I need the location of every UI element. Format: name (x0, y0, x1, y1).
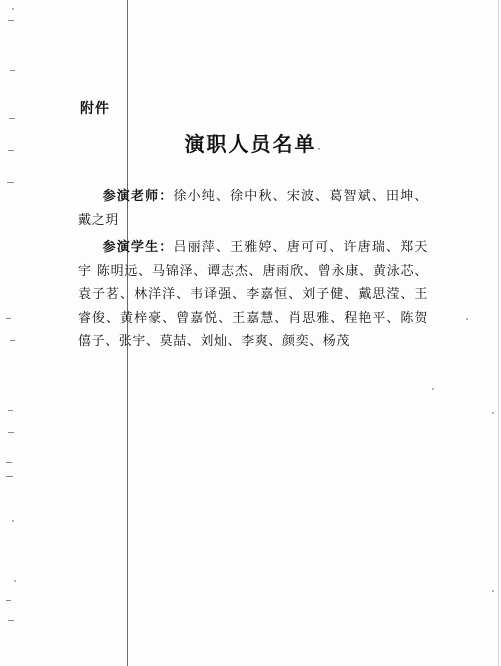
scan-mark (6, 462, 12, 463)
attachment-label: 附件 (80, 101, 110, 117)
teachers-names: 徐小纯、徐中秋、宋波、葛智斌、田坤、戴之玥 (78, 189, 428, 228)
scan-mark (8, 432, 14, 433)
scan-speck (492, 412, 494, 414)
teachers-label: 参演老师： (102, 189, 174, 204)
scan-mark (6, 600, 11, 601)
scan-mark (6, 318, 11, 319)
scan-speck (466, 318, 468, 320)
students-names: 吕丽萍、王雅婷、唐可可、许唐瑞、郑天宇 陈明远、马锦泽、谭志杰、唐雨欣、曾永康、黄泳芯、袁子茗、林洋洋、韦译强、李嘉恒、刘子健、戴思滢、王睿俊、黄梓豪、曾嘉悦、王嘉慧、肖思雅、程艳平、陈贺僖子、张宇、莫喆、刘灿、李爽、颜奕、杨茂 (78, 240, 428, 349)
scan-mark (10, 70, 15, 71)
scan-speck (14, 580, 16, 582)
page-title: 演职人员名单 (184, 132, 317, 156)
scan-speck (12, 520, 14, 522)
scan-mark (8, 20, 14, 21)
scan-mark (6, 476, 13, 477)
scan-mark (8, 410, 13, 411)
students-label: 参演学生： (102, 240, 174, 255)
scan-mark (7, 182, 14, 183)
scan-mark (8, 620, 14, 621)
scan-mark (9, 118, 15, 119)
teachers-section (78, 185, 428, 232)
page-edge (498, 0, 499, 666)
scan-speck (12, 8, 14, 10)
scan-speck (432, 388, 434, 390)
scan-mark (10, 340, 15, 341)
students-section (78, 236, 428, 354)
scan-speck (492, 590, 494, 592)
